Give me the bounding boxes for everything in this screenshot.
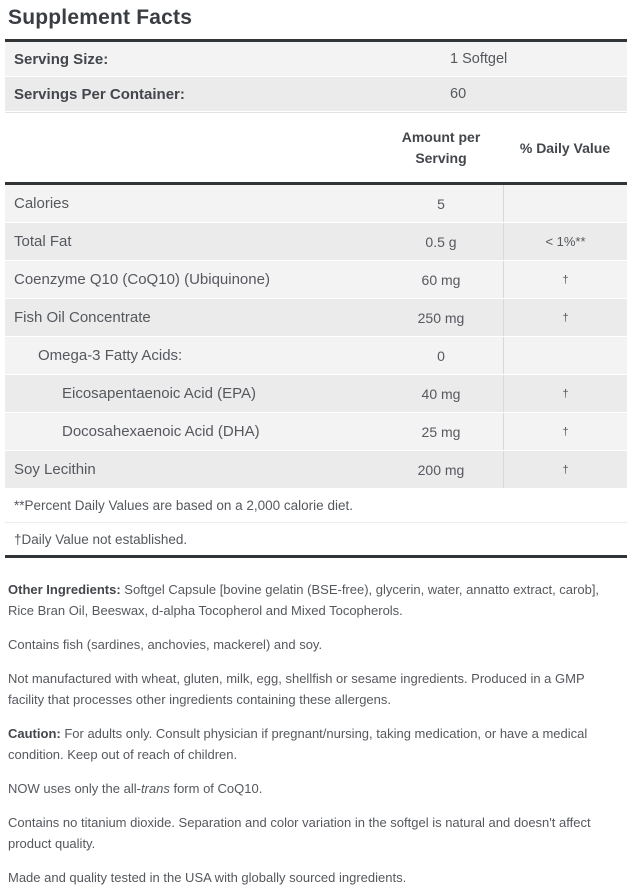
fact-ingredient-name: Docosahexaenoic Acid (DHA) <box>62 423 260 440</box>
paragraph-segment: Contains no titanium dioxide. Separation and color variation in the softgel is natural and doesn't affect product quality. <box>8 815 591 851</box>
fact-percent-daily-value: † <box>503 451 627 488</box>
fact-row <box>5 223 627 260</box>
fact-ingredient-name: Coenzyme Q10 (CoQ10) (Ubiquinone) <box>14 271 270 288</box>
fact-amount-per-serving: 250 mg <box>417 309 465 326</box>
paragraph-segment: Contains fish (sardines, anchovies, mackerel) and soy. <box>8 637 323 652</box>
fact-amount-per-serving: 0 <box>437 347 445 364</box>
fact-ingredient-name: Omega-3 Fatty Acids: <box>38 347 183 364</box>
footnote: **Percent Daily Values are based on a 2,000 calorie diet. <box>14 498 353 513</box>
fact-percent-daily-value: † <box>503 261 627 298</box>
page-title: Supplement Facts <box>8 6 193 29</box>
paragraph-segment: Other Ingredients: <box>8 582 121 597</box>
header-percent-daily-value: % Daily Value <box>519 139 611 156</box>
info-paragraph <box>8 778 619 799</box>
info-paragraph <box>8 634 619 655</box>
fact-row <box>5 375 627 412</box>
paragraph-segment: NOW uses only the all- <box>8 781 141 796</box>
footnotes-section <box>5 489 627 558</box>
serving-info-label: Serving Size: <box>14 50 109 68</box>
info-paragraph <box>8 812 619 854</box>
fact-percent-daily-value: < 1%** <box>503 223 627 260</box>
footnote: †Daily Value not established. <box>5 522 627 555</box>
fact-ingredient-name: Soy Lecithin <box>14 461 96 478</box>
fact-ingredient-name: Eicosapentaenoic Acid (EPA) <box>62 385 256 402</box>
fact-amount-per-serving: 40 mg <box>421 385 461 402</box>
product-info-paragraphs <box>5 579 627 888</box>
serving-info-row <box>5 42 627 76</box>
fact-row <box>5 185 627 222</box>
fact-row <box>5 451 627 488</box>
serving-info-value: 60 <box>450 86 467 102</box>
paragraph-segment: form of CoQ10. <box>169 781 263 796</box>
facts-table-body <box>5 185 627 488</box>
paragraph-segment: Not manufactured with wheat, gluten, milk, egg, shellfish or sesame ingredients. Produced in a GMP facility that processes other ingredients containing these allergens. <box>8 671 585 707</box>
fact-ingredient-name: Total Fat <box>14 233 72 250</box>
header-amount-per-serving: Amount per Serving <box>401 129 481 166</box>
fact-row <box>5 337 627 374</box>
fact-row <box>5 413 627 450</box>
fact-percent-daily-value <box>503 337 627 374</box>
fact-amount-per-serving: 200 mg <box>417 461 465 478</box>
fact-row <box>5 299 627 336</box>
serving-info-value: 1 Softgel <box>450 51 508 67</box>
fact-amount-per-serving: 60 mg <box>421 271 461 288</box>
fact-ingredient-name: Calories <box>14 195 70 212</box>
info-paragraph <box>8 668 619 710</box>
serving-info-label: Servings Per Container: <box>14 85 185 103</box>
info-paragraph <box>8 579 619 621</box>
fact-percent-daily-value: † <box>503 299 627 336</box>
fact-row <box>5 261 627 298</box>
info-paragraph <box>8 723 619 765</box>
fact-percent-daily-value: † <box>503 413 627 450</box>
fact-amount-per-serving: 5 <box>437 195 445 212</box>
fact-amount-per-serving: 0.5 g <box>425 233 457 250</box>
paragraph-segment: trans <box>140 781 170 796</box>
serving-info-row <box>5 77 627 111</box>
paragraph-segment: Made and quality tested in the USA with globally sourced ingredients. <box>8 870 407 885</box>
info-paragraph <box>8 867 619 888</box>
serving-table <box>5 39 627 113</box>
paragraph-segment: Softgel Capsule [bovine gelatin (BSE-free), glycerin, water, annatto extract, carob], Rice Bran Oil, Beeswax, d-alpha Tocopherol and Mixed Tocopherols. <box>8 582 600 618</box>
paragraph-segment: For adults only. Consult physician if pregnant/nursing, taking medication, or have a medical condition. Keep out of reach of children. <box>8 726 588 762</box>
fact-amount-per-serving: 25 mg <box>421 423 461 440</box>
fact-percent-daily-value <box>503 185 627 222</box>
supplement-facts-panel <box>0 6 632 888</box>
fact-ingredient-name: Fish Oil Concentrate <box>14 309 151 326</box>
paragraph-segment: Caution: <box>8 726 61 741</box>
facts-table-header <box>5 113 627 185</box>
fact-percent-daily-value: † <box>503 375 627 412</box>
